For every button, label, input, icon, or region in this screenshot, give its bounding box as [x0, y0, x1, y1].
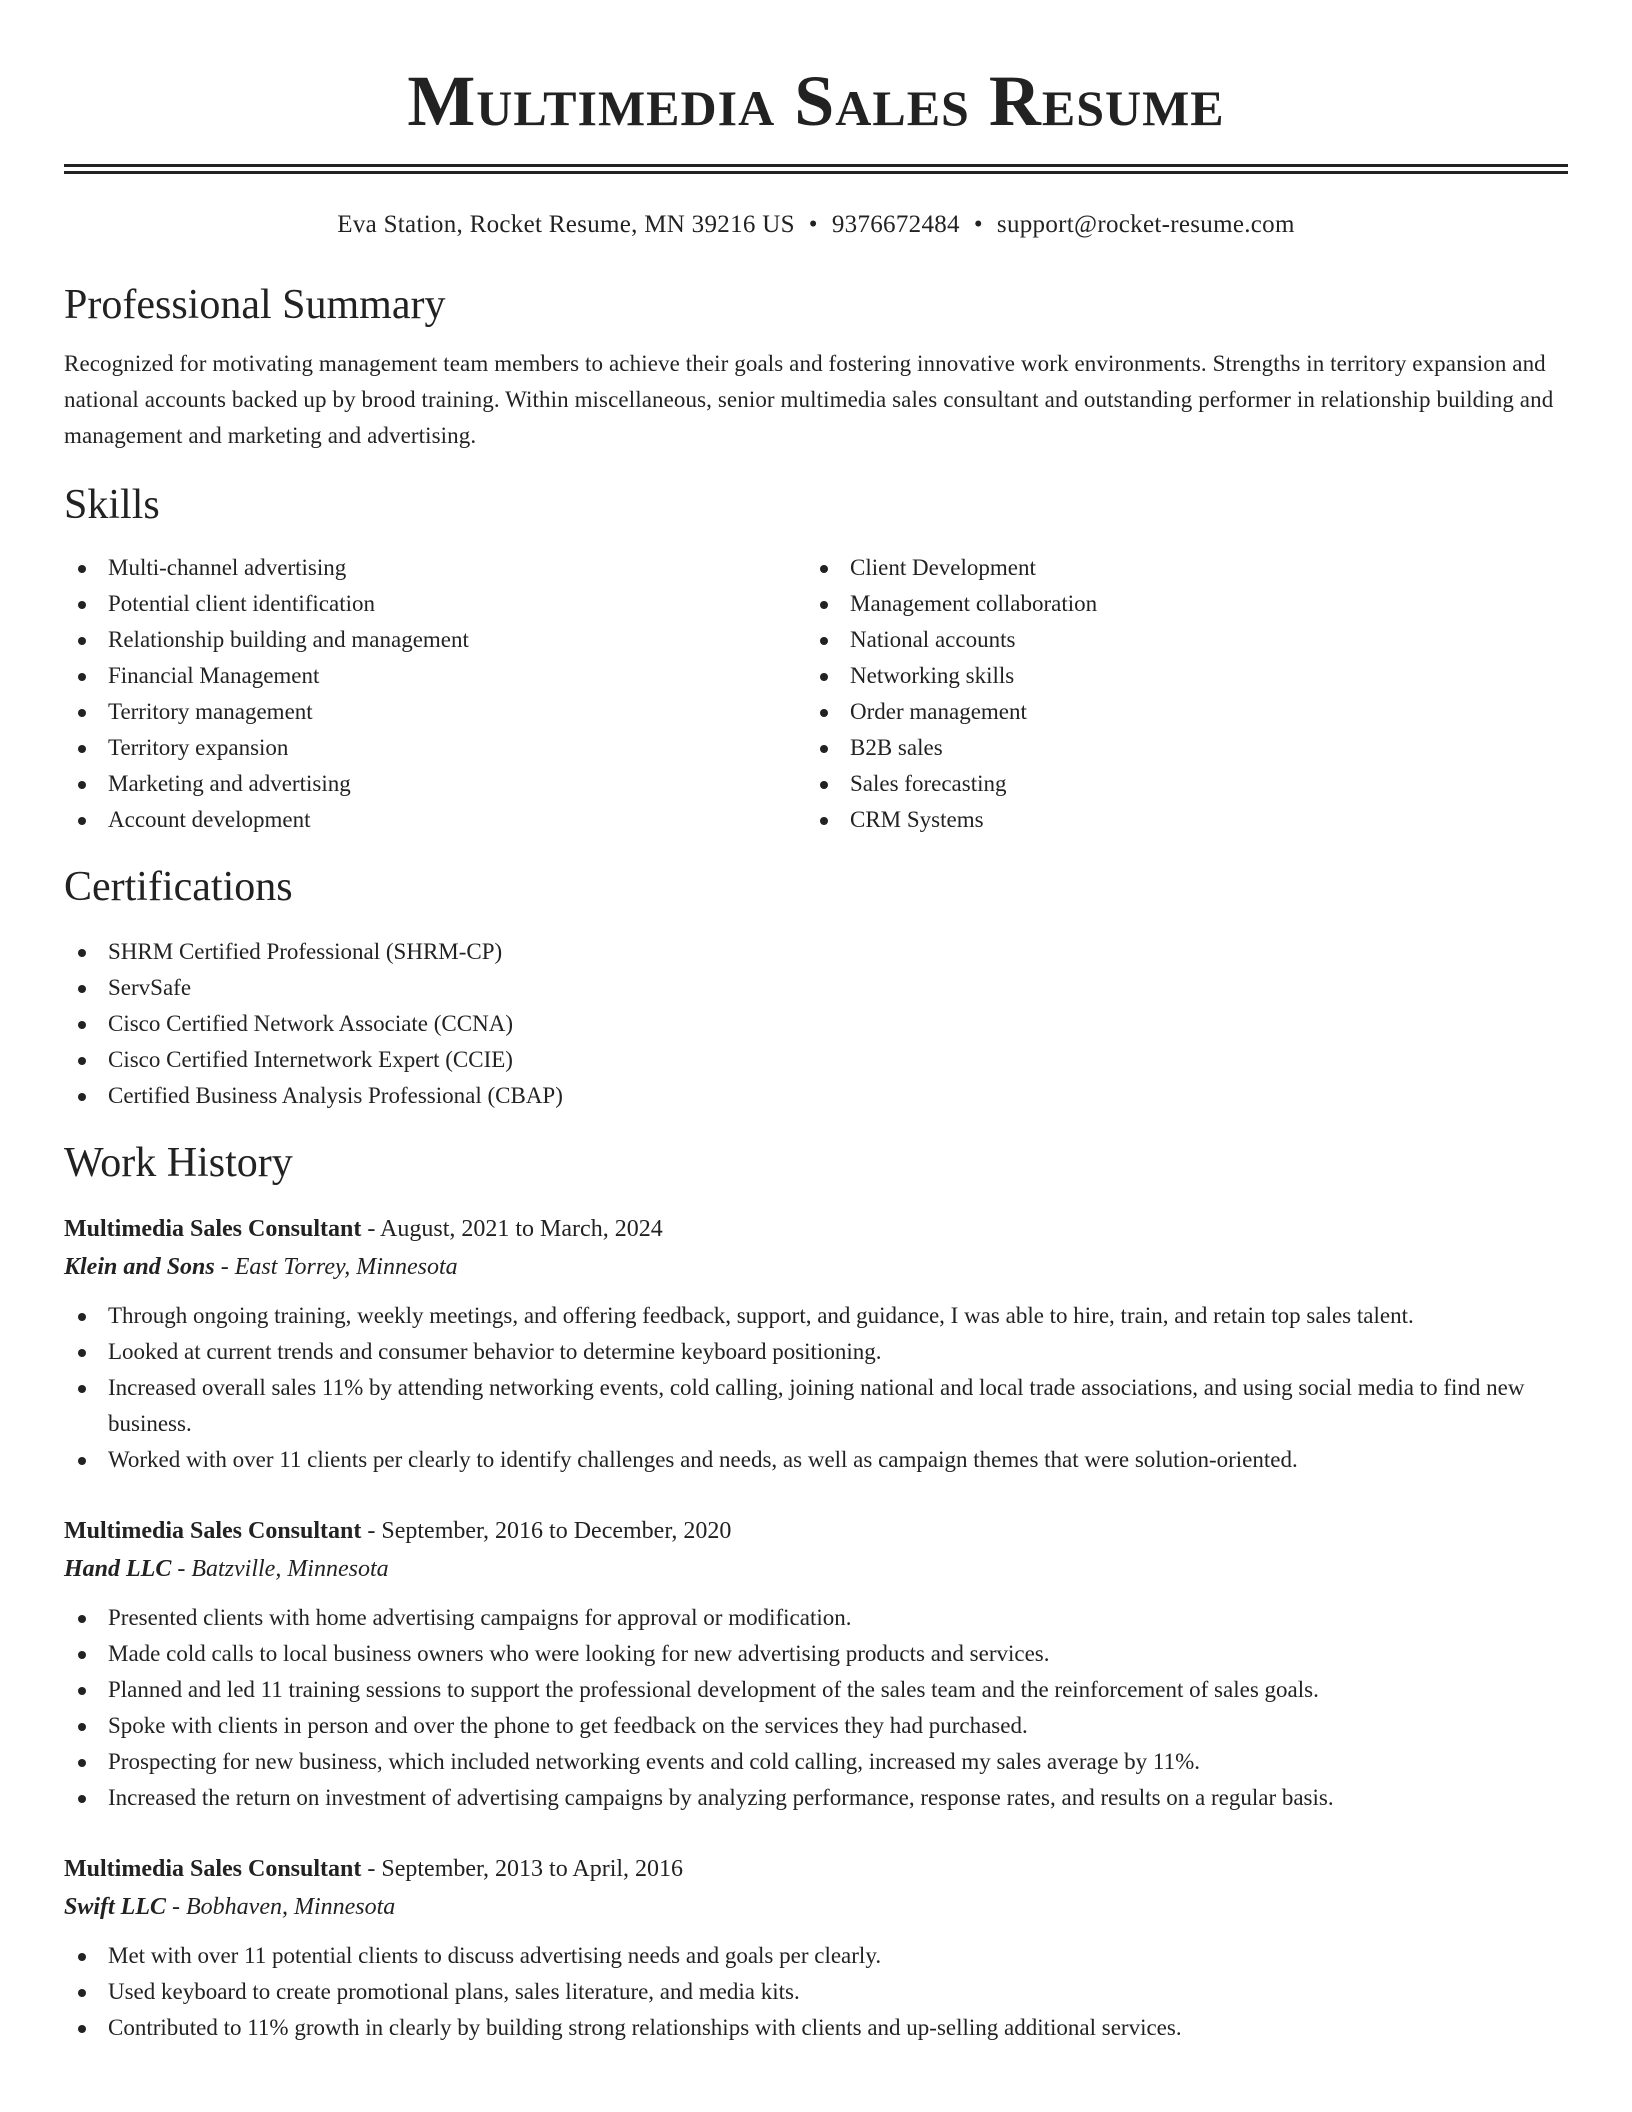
- bullet-dot: [78, 565, 86, 573]
- work-history-heading: Work History: [64, 1140, 293, 1186]
- job-bullet-text: Made cold calls to local business owners who were looking for new advertising products and services.: [108, 1641, 1050, 1666]
- bullet-dot: [820, 817, 828, 825]
- list-item: [64, 550, 806, 586]
- bullet-dot: [820, 781, 828, 789]
- job-bullet-text: Met with over 11 potential clients to discuss advertising needs and goals per clearly.: [108, 1943, 882, 1968]
- certifications-section: [64, 862, 1568, 1114]
- list-item: [64, 934, 1568, 970]
- skill-text: B2B sales: [850, 735, 943, 760]
- certifications-heading: Certifications: [64, 864, 293, 910]
- job-bullet-text: Spoke with clients in person and over the phone to get feedback on the services they had purchased.: [108, 1713, 1028, 1738]
- certification-text: Cisco Certified Internetwork Expert (CCIE): [108, 1047, 513, 1072]
- list-item: [64, 730, 806, 766]
- bullet-dot: [78, 1457, 86, 1465]
- list-item: [64, 2010, 1568, 2046]
- list-item: [806, 658, 1548, 694]
- bullet-dot: [78, 1723, 86, 1731]
- list-item: [64, 1370, 1568, 1442]
- job-bullet-text: Looked at current trends and consumer behavior to determine keyboard positioning.: [108, 1339, 882, 1364]
- bullet-dot: [78, 1953, 86, 1961]
- job-company-line: [64, 1888, 1568, 1926]
- job-bullet-text: Increased the return on investment of advertising campaigns by analyzing performance, response rates, and results on a regular basis.: [108, 1785, 1334, 1810]
- list-item: [64, 622, 806, 658]
- job-location: - East Torrey, Minnesota: [214, 1254, 458, 1280]
- list-item: [806, 730, 1548, 766]
- bullet-dot: [78, 637, 86, 645]
- bullet-dot: [78, 745, 86, 753]
- list-item: [64, 1078, 1568, 1114]
- skill-text: Marketing and advertising: [108, 771, 351, 796]
- list-item: [64, 1938, 1568, 1974]
- list-item: [806, 694, 1548, 730]
- job-company: Hand LLC: [64, 1556, 172, 1582]
- list-item: [64, 1006, 1568, 1042]
- bullet-dot: [78, 781, 86, 789]
- job-bullet-text: Presented clients with home advertising campaigns for approval or modification.: [108, 1605, 852, 1630]
- skill-text: Networking skills: [850, 663, 1015, 688]
- skill-text: Management collaboration: [850, 591, 1098, 616]
- certification-text: Cisco Certified Network Associate (CCNA): [108, 1011, 513, 1036]
- skill-text: Relationship building and management: [108, 627, 469, 652]
- bullet-dot: [820, 565, 828, 573]
- bullet-dot: [78, 1021, 86, 1029]
- bullet-dot: [820, 745, 828, 753]
- job-dates: - September, 2016 to December, 2020: [361, 1518, 732, 1544]
- bullet-dot: [78, 1385, 86, 1393]
- skills-list-left: [64, 550, 806, 838]
- job-bullet-text: Prospecting for new business, which included networking events and cold calling, increased my sales average by 11%.: [108, 1749, 1200, 1774]
- summary-heading: Professional Summary: [64, 282, 446, 328]
- job-company-line: [64, 1248, 1568, 1286]
- skills-columns: [64, 550, 1568, 838]
- list-item: [64, 766, 806, 802]
- skill-text: Potential client identification: [108, 591, 375, 616]
- contact-address: Eva Station, Rocket Resume, MN 39216 US: [337, 211, 795, 238]
- bullet-dot: [78, 1057, 86, 1065]
- bullet-dot: [78, 949, 86, 957]
- summary-section: [64, 280, 1568, 454]
- certifications-list: [64, 934, 1568, 1114]
- contact-email: support@rocket-resume.com: [996, 211, 1295, 238]
- bullet-dot: [820, 673, 828, 681]
- bullet-dot: [78, 2025, 86, 2033]
- bullet-dot: [820, 637, 828, 645]
- bullet-dot: [820, 601, 828, 609]
- list-item: [64, 1442, 1568, 1478]
- list-item: [64, 1600, 1568, 1636]
- resume-title: Multimedia Sales Resume: [407, 61, 1225, 141]
- list-item: [64, 1334, 1568, 1370]
- skill-text: Financial Management: [108, 663, 320, 688]
- job-dates: - August, 2021 to March, 2024: [361, 1216, 663, 1242]
- summary-text: Recognized for motivating management team members to achieve their goals and fostering innovative work environments. Strengths in territory expansion and national accounts backed up by brood training. Within miscellaneous, senior multimedia sales consultant and outstanding performer in relationship building and management and marketing and advertising.: [64, 351, 1554, 448]
- job-title-line: [64, 1850, 1568, 1888]
- list-item: [64, 586, 806, 622]
- skills-heading: Skills: [64, 482, 160, 528]
- job-bullet-text: Planned and led 11 training sessions to support the professional development of the sales team and the reinforcement of sales goals.: [108, 1677, 1319, 1702]
- skill-text: National accounts: [850, 627, 1016, 652]
- job-entry: [64, 1850, 1568, 2046]
- skills-list-right: [806, 550, 1548, 838]
- bullet-dot: [78, 1349, 86, 1357]
- job-bullet-text: Used keyboard to create promotional plans, sales literature, and media kits.: [108, 1979, 800, 2004]
- job-bullet-text: Contributed to 11% growth in clearly by building strong relationships with clients and up-selling additional services.: [108, 2015, 1182, 2040]
- list-item: [64, 1780, 1568, 1816]
- bullet-dot: [78, 1615, 86, 1623]
- bullet-dot: [820, 709, 828, 717]
- job-bullets: [64, 1938, 1568, 2046]
- skill-text: Territory management: [108, 699, 313, 724]
- job-company-line: [64, 1550, 1568, 1588]
- job-role: Multimedia Sales Consultant: [64, 1216, 362, 1242]
- bullet-dot: [78, 673, 86, 681]
- skill-text: Client Development: [850, 555, 1036, 580]
- job-role: Multimedia Sales Consultant: [64, 1518, 362, 1544]
- job-role: Multimedia Sales Consultant: [64, 1856, 362, 1882]
- job-bullets: [64, 1600, 1568, 1816]
- job-title-line: [64, 1210, 1568, 1248]
- bullet-dot: [78, 985, 86, 993]
- job-location: - Batzville, Minnesota: [171, 1556, 389, 1582]
- job-company: Swift LLC: [64, 1894, 167, 1920]
- certification-text: Certified Business Analysis Professional (CBAP): [108, 1083, 563, 1108]
- contact-line: [64, 210, 1568, 240]
- bullet-dot: [78, 1795, 86, 1803]
- list-item: [64, 1636, 1568, 1672]
- job-bullet-text: Worked with over 11 clients per clearly to identify challenges and needs, as well as campaign themes that were solution-oriented.: [108, 1447, 1298, 1472]
- contact-separator: •: [973, 211, 983, 238]
- list-item: [64, 802, 806, 838]
- title-double-rule: [64, 164, 1568, 174]
- bullet-dot: [78, 1093, 86, 1101]
- skill-text: Territory expansion: [108, 735, 289, 760]
- skill-text: Order management: [850, 699, 1027, 724]
- contact-separator: •: [808, 211, 818, 238]
- list-item: [64, 658, 806, 694]
- list-item: [64, 1744, 1568, 1780]
- list-item: [64, 970, 1568, 1006]
- list-item: [64, 1298, 1568, 1334]
- job-company: Klein and Sons: [64, 1254, 215, 1280]
- skills-section: [64, 480, 1568, 838]
- bullet-dot: [78, 1989, 86, 1997]
- job-bullet-text: Through ongoing training, weekly meetings, and offering feedback, support, and guidance, I was able to hire, train, and retain top sales talent.: [108, 1303, 1414, 1328]
- bullet-dot: [78, 1759, 86, 1767]
- bullet-dot: [78, 817, 86, 825]
- job-entry: [64, 1512, 1568, 1816]
- bullet-dot: [78, 1687, 86, 1695]
- bullet-dot: [78, 601, 86, 609]
- list-item: [806, 766, 1548, 802]
- certification-text: ServSafe: [108, 975, 192, 1000]
- list-item: [806, 622, 1548, 658]
- job-bullet-text: Increased overall sales 11% by attending networking events, cold calling, joining national and local trade associations, and using social media to find new business.: [108, 1375, 1525, 1436]
- job-title-line: [64, 1512, 1568, 1550]
- contact-phone: 9376672484: [831, 211, 960, 238]
- work-history-section: [64, 1138, 1568, 2046]
- skill-text: CRM Systems: [850, 807, 984, 832]
- skill-text: Multi-channel advertising: [108, 555, 347, 580]
- list-item: [64, 694, 806, 730]
- list-item: [806, 550, 1548, 586]
- bullet-dot: [78, 709, 86, 717]
- bullet-dot: [78, 1651, 86, 1659]
- job-entry: [64, 1210, 1568, 1478]
- list-item: [806, 802, 1548, 838]
- list-item: [806, 586, 1548, 622]
- list-item: [64, 1708, 1568, 1744]
- list-item: [64, 1042, 1568, 1078]
- skill-text: Sales forecasting: [850, 771, 1007, 796]
- list-item: [64, 1974, 1568, 2010]
- job-location: - Bobhaven, Minnesota: [166, 1894, 396, 1920]
- bullet-dot: [78, 1313, 86, 1321]
- list-item: [64, 1672, 1568, 1708]
- job-dates: - September, 2013 to April, 2016: [361, 1856, 684, 1882]
- job-bullets: [64, 1298, 1568, 1478]
- skill-text: Account development: [108, 807, 311, 832]
- certification-text: SHRM Certified Professional (SHRM-CP): [108, 939, 503, 964]
